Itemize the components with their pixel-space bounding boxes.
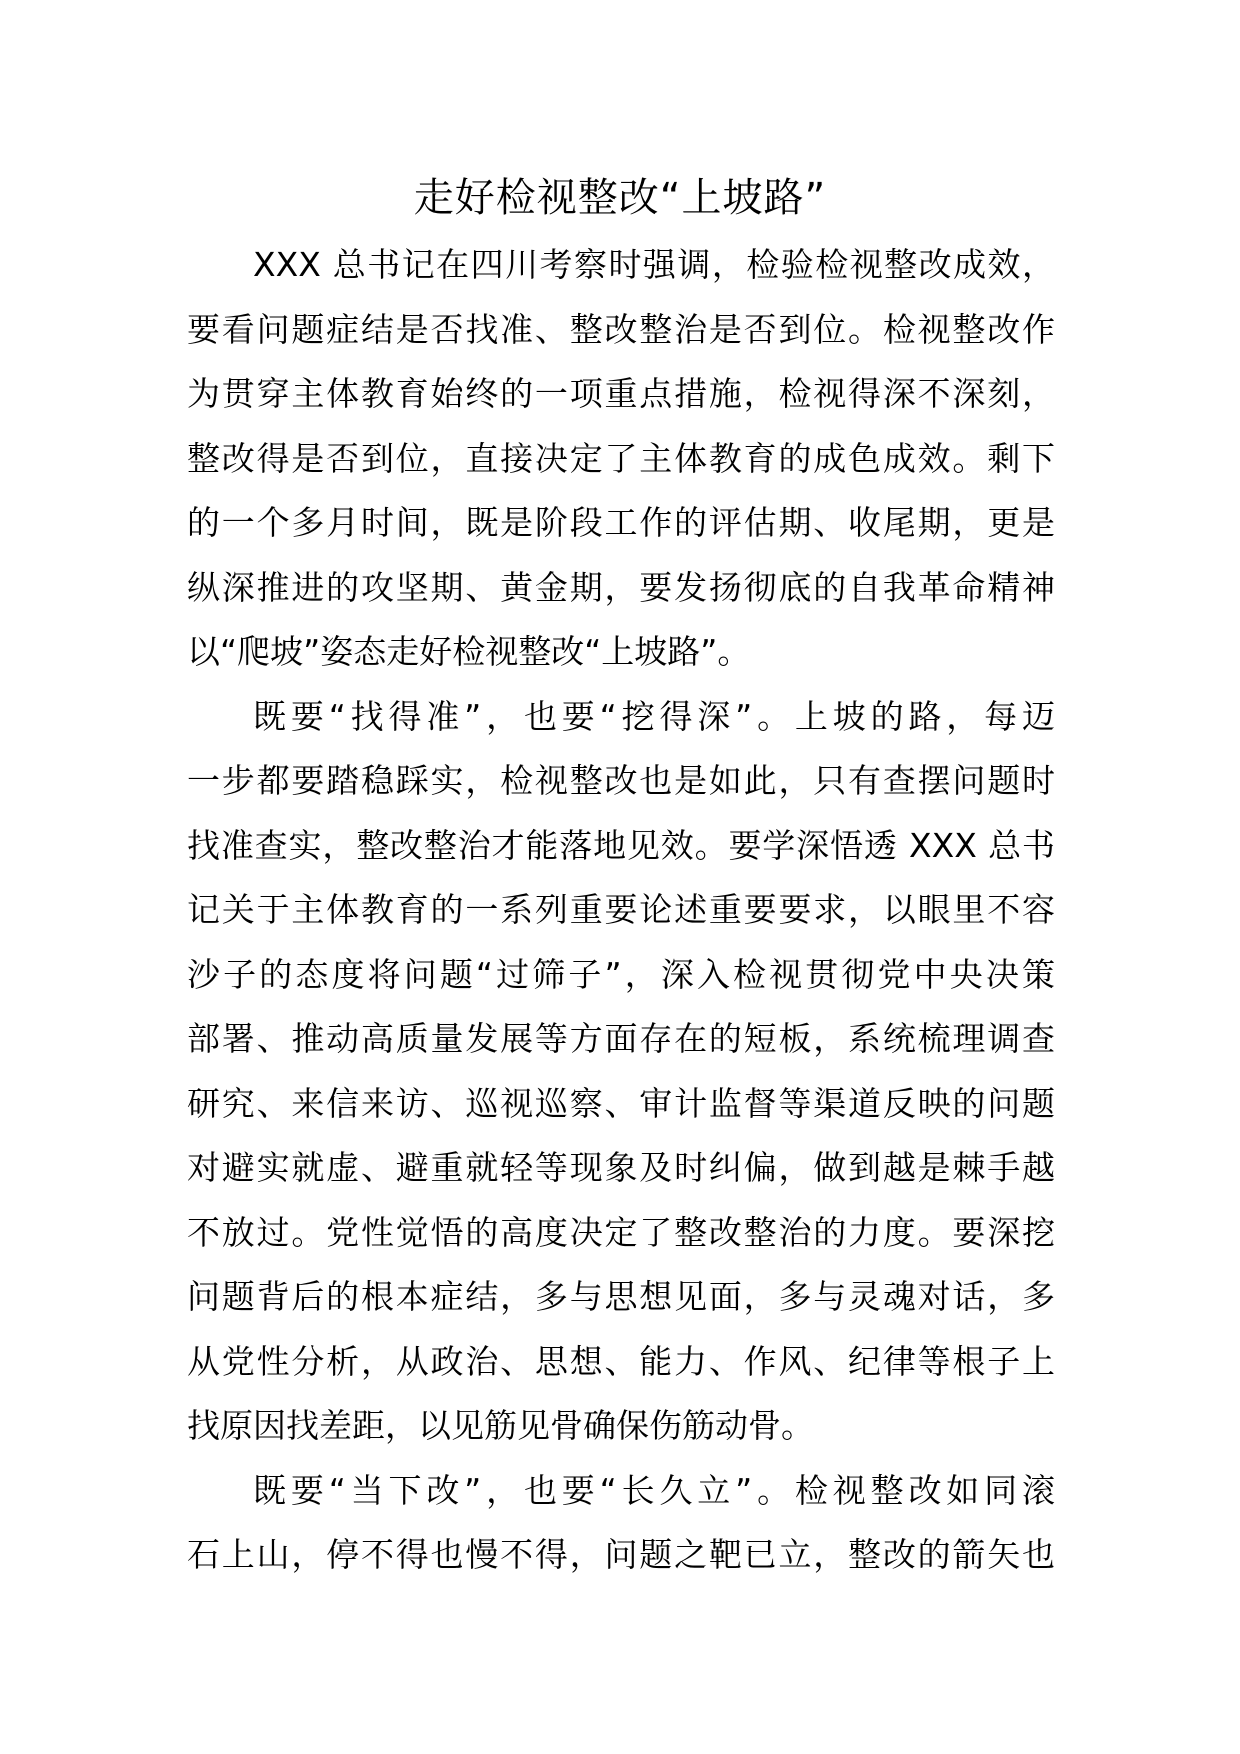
text-line: 整改得是否到位，直接决定了主体教育的成色成效。剩下 [187, 438, 1055, 478]
text-line: 为贯穿主体教育始终的一项重点措施，检视得深不深刻， [187, 374, 1055, 413]
text-line: 沙子的态度将问题“过筛子”，深入检视贯彻党中央决策 [187, 954, 1055, 994]
text-line: 纵深推进的攻坚期、黄金期，要发扬彻底的自我革命精神 [187, 567, 1055, 607]
text-line: XXX 总书记在四川考察时强调，检验检视整改成效， [253, 245, 1055, 284]
text-line: 找原因找差距，以见筋见骨确保伤筋动骨。 [187, 1406, 814, 1445]
paragraph-2 [187, 685, 1055, 1459]
text-line: 部署、推动高质量发展等方面存在的短板，系统梳理调查 [187, 1019, 1055, 1058]
text-line: 研究、来信来访、巡视巡察、审计监督等渠道反映的问题 [187, 1083, 1055, 1123]
text-line: 问题背后的根本症结，多与思想见面，多与灵魂对话，多 [187, 1277, 1055, 1316]
paragraph-1 [187, 233, 1055, 685]
text-line: 不放过。党性觉悟的高度决定了整改整治的力度。要深挖 [187, 1212, 1055, 1252]
text-line: 的一个多月时间，既是阶段工作的评估期、收尾期，更是 [187, 503, 1055, 542]
text-line: 既要“找得准”，也要“挖得深”。上坡的路，每迈 [253, 696, 1055, 736]
text-line: 一步都要踏稳踩实，检视整改也是如此，只有查摆问题时 [187, 761, 1055, 800]
text-line: 从党性分析，从政治、思想、能力、作风、纪律等根子上 [187, 1341, 1055, 1381]
text-line: 找准查实，整改整治才能落地见效。要学深悟透 XXX 总书 [187, 825, 1055, 865]
text-line: 既要“当下改”，也要“长久立”。检视整改如同滚 [253, 1470, 1055, 1510]
text-line: 以“爬坡”姿态走好检视整改“上坡路”。 [187, 632, 751, 671]
paragraph-3 [187, 1459, 1055, 1588]
text-line: 要看问题症结是否找准、整改整治是否到位。检视整改作 [187, 309, 1055, 349]
text-line: 记关于主体教育的一系列重要论述重要要求，以眼里不容 [187, 890, 1055, 929]
text-line: 对避实就虚、避重就轻等现象及时纠偏，做到越是棘手越 [187, 1148, 1055, 1187]
document-body [187, 233, 1055, 1588]
text-line: 石上山，停不得也慢不得，问题之靶已立，整改的箭矢也 [187, 1535, 1055, 1574]
document-title: 走好检视整改“上坡路” [413, 175, 827, 221]
